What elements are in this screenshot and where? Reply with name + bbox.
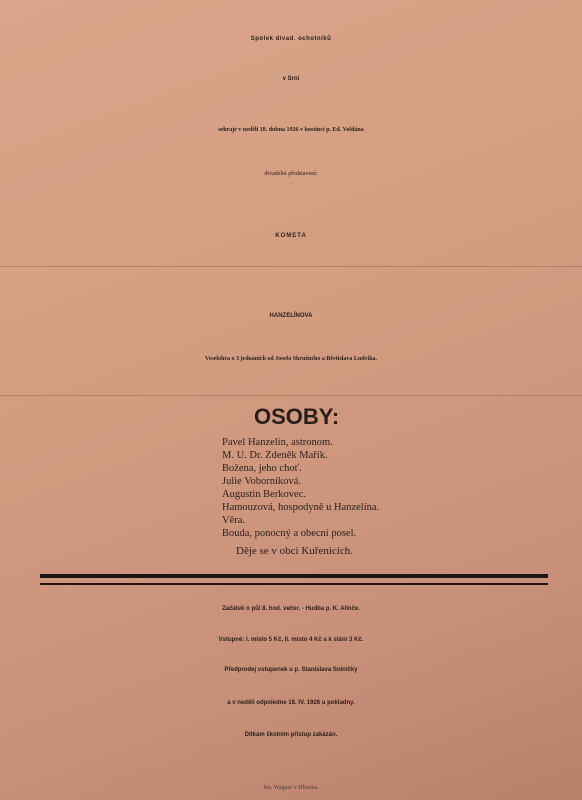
organizer-line-2: v Srní <box>282 76 300 82</box>
performance-date-venue: sehraje v neděli 18. dubna 1926 v hostinci p. Ed. Voldána <box>218 127 364 133</box>
cast-item: Pavel Hanzelín, astronom. <box>222 437 333 448</box>
presale-line-1: Předprodej vstupenek u p. Stanislava Solničky <box>224 667 358 673</box>
cast-list <box>222 436 379 540</box>
admission-prices: Vstupné: I. místo 5 Kč, II. místo 4 Kč a k stání 3 Kč. <box>218 637 364 643</box>
play-title-line-1: KOMETA <box>275 233 307 239</box>
organizer-line-1: Spolek divad. ochotníků <box>250 36 332 42</box>
cast-item: Augustin Berkovec. <box>222 489 306 500</box>
children-notice: Dítkám školním přístup zakázán. <box>244 732 338 738</box>
start-time-music: Začátek o půl 8. hod. večer. - Hudba p. K. Alinče. <box>222 606 360 612</box>
cast-item: Hamouzová, hospodyně u Hanzelína. <box>222 502 380 513</box>
cast-item: Bouda, ponocný a obecní posel. <box>222 528 357 539</box>
paper-fold <box>0 395 582 396</box>
play-title-line-2: HANZELÍNOVA <box>269 313 313 319</box>
presale-line-2: a v neděli odpoledne 18. IV. 1926 u pokladny. <box>227 700 355 706</box>
divider-rule-thin <box>40 583 548 585</box>
cast-item: M. U. Dr. Zdeněk Mařík. <box>222 450 328 461</box>
printer-imprint: Jos. Wagner v Hlinsku. <box>263 785 319 791</box>
cast-item: Věra. <box>222 515 246 526</box>
setting-line: Děje se v obci Kuřenicích. <box>236 545 353 557</box>
cast-item: Božena, jeho choť. <box>222 463 302 474</box>
cast-heading: OSOBY: <box>254 404 340 429</box>
divider-rule <box>40 574 548 578</box>
performance-type: divadelní představení: <box>264 171 318 177</box>
cast-item: Julie Voborníková. <box>222 476 301 487</box>
genre-authors: Veselohra o 3 jednáních od Josefa Skružného a Břetislava Ludvíka. <box>204 356 378 362</box>
